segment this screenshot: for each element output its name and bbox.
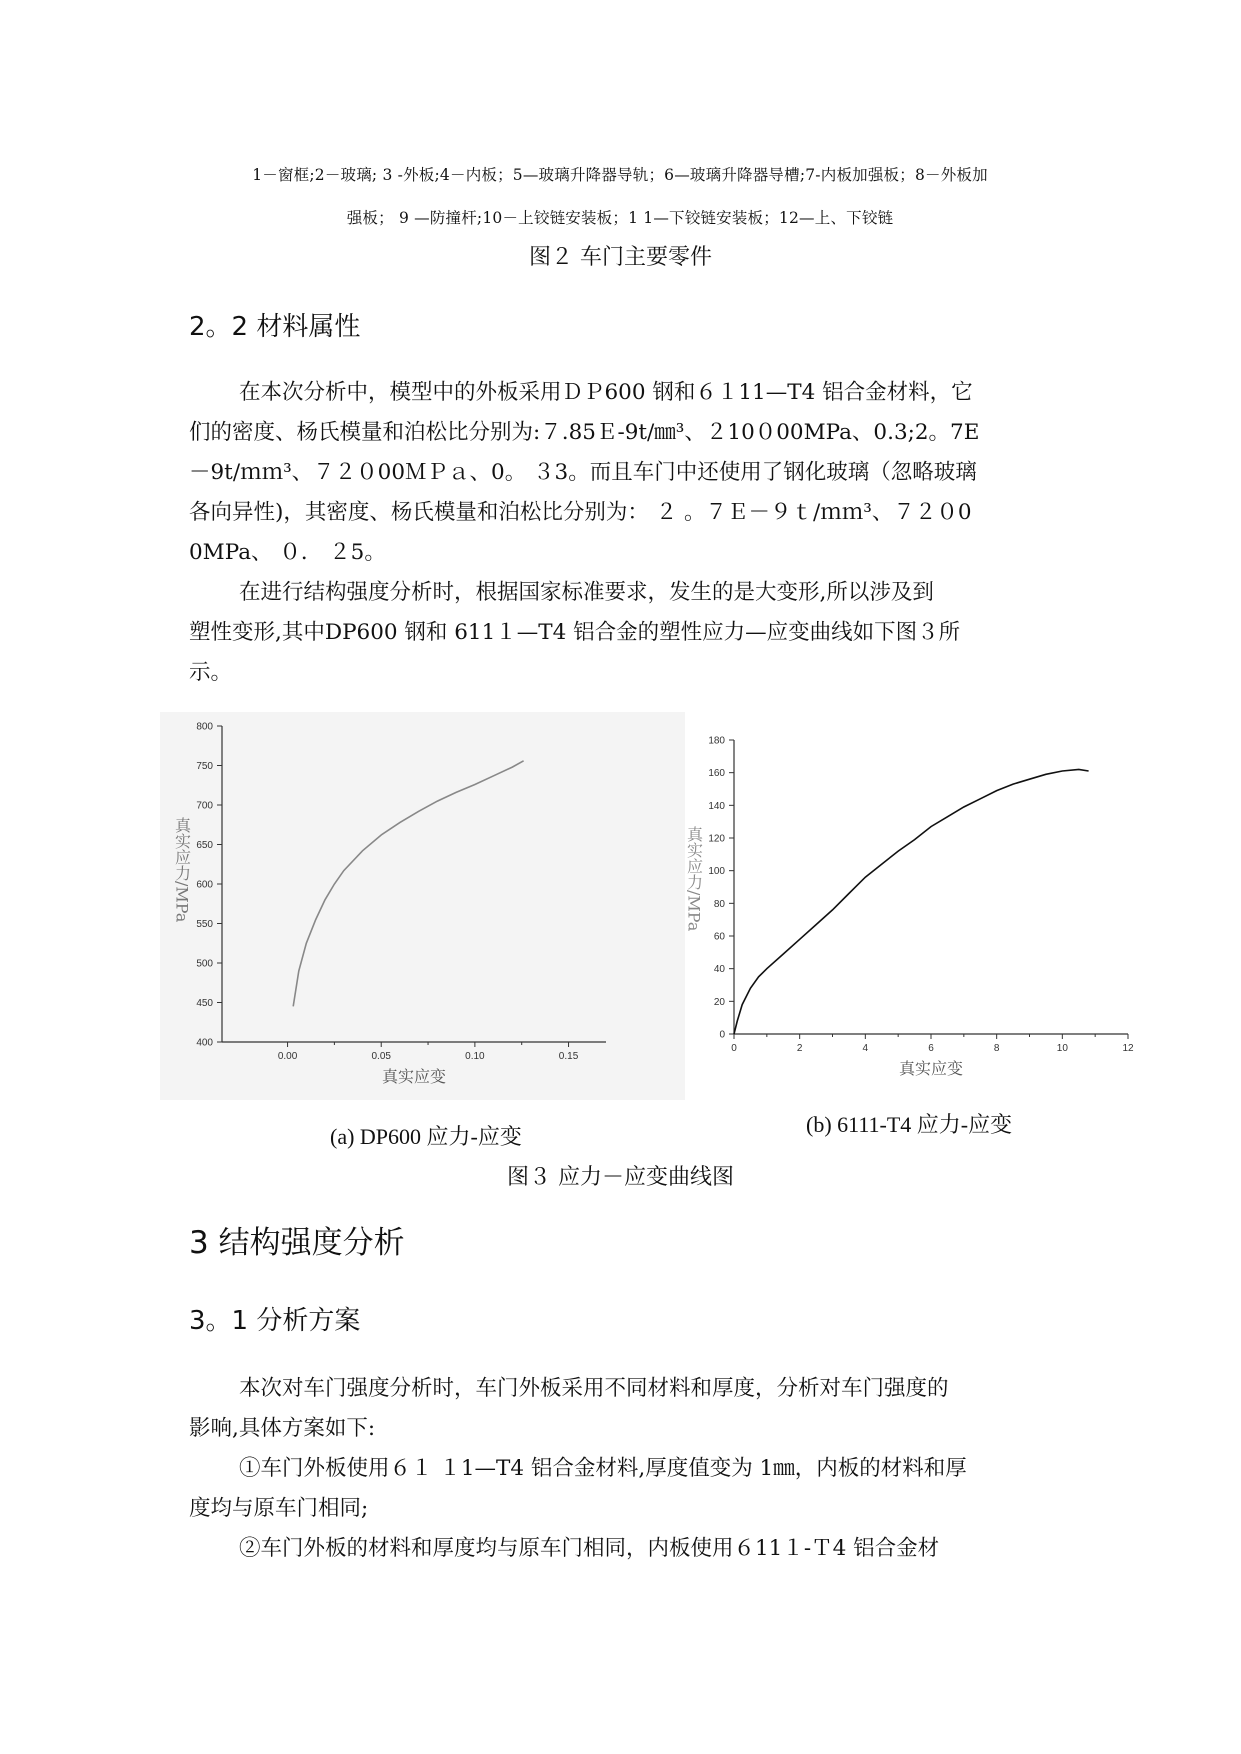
y-tick-label: 20 — [713, 996, 725, 1008]
x-tick-label: 12 — [1122, 1043, 1134, 1054]
y-tick-label: 60 — [713, 931, 725, 943]
x-tick-label: 6 — [928, 1043, 934, 1054]
text-line: 各向异性)，其密度、杨氏模量和泊松比分别为： ２ 。７Ｅ－９ｔ/ｍｍ³、７２０0 — [189, 500, 972, 525]
text-line: 本次对车门强度分析时，车门外板采用不同材料和厚度，分析对车门强度的 — [239, 1376, 949, 1401]
y-tick-label: 100 — [708, 866, 725, 878]
x-tick-label: 4 — [862, 1043, 869, 1054]
y-tick-label: 0 — [719, 1029, 725, 1041]
y-tick-label: 700 — [196, 800, 213, 812]
y-tick-label: 650 — [196, 840, 213, 851]
section-2-2-heading: 2。2 材料属性 — [189, 312, 361, 342]
y-tick-label: 140 — [708, 800, 725, 812]
text-line: 在本次分析中，模型中的外板采用ＤＰ600 钢和６１11—T4 铝合金材料，它 — [239, 380, 973, 405]
y-tick-label: 160 — [708, 768, 725, 780]
fig2-legend-line2: 强板； 9 —防撞杆;10－上铰链安装板；1 1—下铰链安装板；12—上、下铰链 — [346, 209, 894, 227]
y-tick-label: 800 — [196, 721, 213, 733]
x-tick-label: 8 — [993, 1043, 1000, 1054]
x-tick-label: 2 — [796, 1043, 803, 1054]
y-tick-label: 450 — [196, 998, 213, 1009]
y-tick-label: 80 — [713, 898, 725, 910]
section-3-1-paragraph — [189, 1369, 1051, 1569]
section-2-2-paragraph-1 — [189, 373, 1051, 573]
y-tick-label: 600 — [196, 879, 213, 891]
x-tick-label: 10 — [1056, 1043, 1068, 1054]
y-axis-label: 真实应力/MPa — [684, 826, 704, 932]
text-line: 们的密度、杨氏模量和泊松比分别为:７.85Ｅ-9t/㎜³、２10０00MPa、0.3;2。7E — [189, 420, 980, 445]
text-line: －9t/ｍｍ³、７２０00ＭＰａ、0。 ３3。而且车门中还使用了钢化玻璃（忽略玻璃 — [189, 460, 977, 485]
y-axis-label: 真实应力/MPa — [172, 817, 192, 923]
text-line: 塑性变形,其中DP600 钢和 611１—T4 铝合金的塑性应力—应变曲线如下图３所 — [189, 620, 961, 645]
series-line — [734, 769, 1089, 1034]
x-axis-label: 真实应变 — [898, 1059, 964, 1078]
text-line: 示。 — [189, 660, 233, 685]
chart-dp600-stress-strain — [160, 712, 685, 1100]
fig3-subcaption-a: (a) DP600 应力-应变 — [330, 1124, 522, 1149]
x-tick-label: 0.05 — [371, 1051, 391, 1062]
x-tick-label: 0.00 — [277, 1051, 298, 1062]
x-tick-label: 0 — [731, 1043, 737, 1054]
text-line: 在进行结构强度分析时，根据国家标准要求，发生的是大变形,所以涉及到 — [239, 580, 934, 605]
y-tick-label: 550 — [196, 919, 213, 930]
y-tick-label: 180 — [708, 735, 725, 747]
x-tick-label: 0.15 — [558, 1051, 579, 1062]
text-line: ①车门外板使用６１ １1—T4 铝合金材料,厚度值变为 1㎜，内板的材料和厚 — [239, 1456, 967, 1481]
text-line: 影响,具体方案如下: — [189, 1416, 376, 1441]
section-3-heading: 3 结构强度分析 — [189, 1225, 405, 1261]
y-tick-label: 400 — [196, 1037, 213, 1049]
fig3-caption: 图３ 应力－应变曲线图 — [507, 1165, 734, 1190]
text-line: 0MPa、 ０． ２5。 — [189, 540, 386, 565]
y-tick-label: 120 — [708, 833, 725, 845]
fig2-legend-line1: 1－窗框;2－玻璃; 3 -外板;4－内板；5—玻璃升降器导轨；6—玻璃升降器导槽;7-内板加强板；8－外板加 — [252, 166, 988, 184]
x-axis-label: 真实应变 — [381, 1067, 447, 1086]
text-line: 度均与原车门相同; — [189, 1496, 369, 1521]
section-2-2-paragraph-2 — [189, 573, 1051, 693]
chart-6111-t4-stress-strain — [680, 726, 1140, 1086]
fig3-subcaption-b: (b) 6111-T4 应力-应变 — [806, 1112, 1013, 1137]
text-line: ②车门外板的材料和厚度均与原车门相同，内板使用６11１-Ｔ4 铝合金材 — [239, 1536, 940, 1561]
y-tick-label: 500 — [196, 958, 213, 970]
y-tick-label: 40 — [713, 964, 725, 976]
fig2-caption: 图２ 车门主要零件 — [529, 245, 712, 270]
y-tick-label: 750 — [196, 761, 213, 772]
x-tick-label: 0.10 — [465, 1051, 485, 1062]
section-3-1-heading: 3。1 分析方案 — [189, 1306, 361, 1336]
